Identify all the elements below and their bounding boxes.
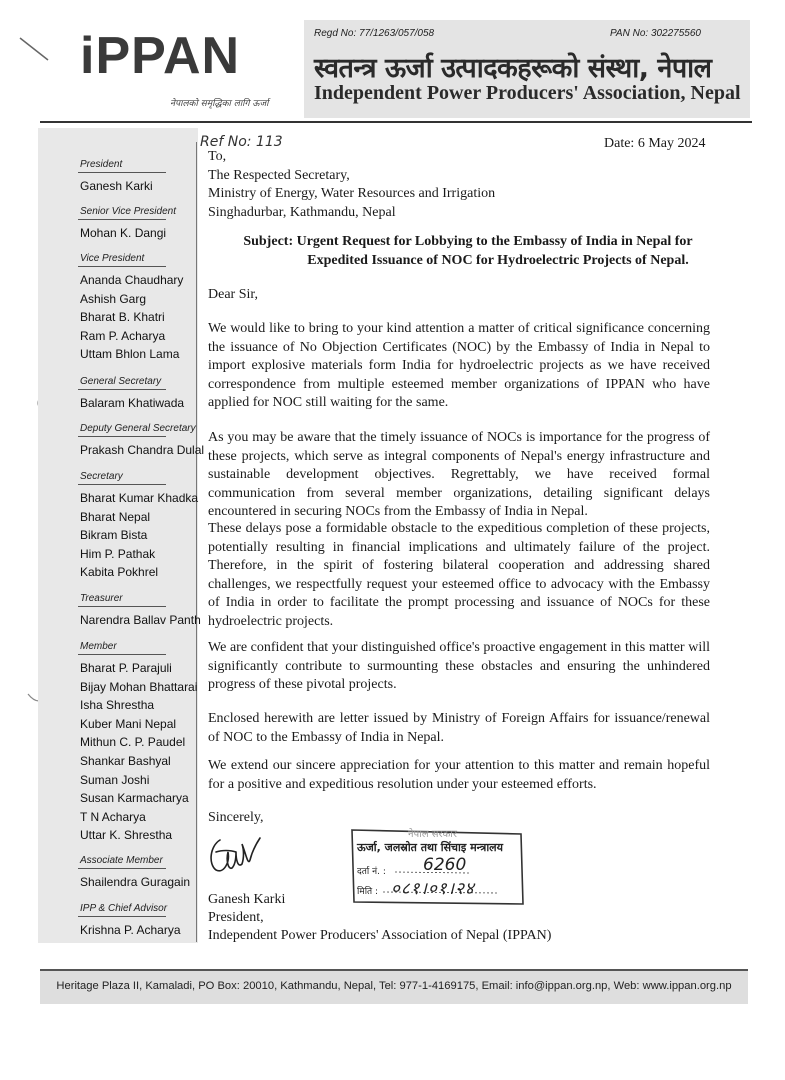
registration-number: Regd No: 77/1263/057/058 — [314, 28, 435, 39]
org-name-english: Independent Power Producers' Association, Nepal — [314, 82, 741, 104]
logo-wordmark: iPPAN — [80, 27, 241, 85]
letter-subject — [208, 233, 728, 270]
sidebar-group-president — [80, 158, 166, 196]
salutation: Dear Sir, — [208, 287, 258, 302]
sidebar-name: Ram P. Acharya — [80, 328, 166, 343]
sidebar-role: Senior Vice President — [80, 206, 176, 217]
body-paragraph: We would like to bring to your kind attention a matter of critical significance concerning the issuance of No Objection Certificates (NOC) by the Embassy of India in Nepal to import explosive materials form India for hydroelectric projects as we have received correspondence from multiple esteemed member organizations of IPPAN who have applied for NOC still waiting for the same. — [208, 321, 710, 410]
stamp-miti-label: मिति : — [357, 887, 379, 897]
handwritten-signature — [206, 830, 276, 878]
sidebar-name: Kuber Mani Nepal — [80, 716, 177, 731]
role-underline — [78, 868, 166, 869]
sidebar-name: Narendra Ballav Panth — [80, 613, 201, 627]
stamp-darta-value: 6260 — [423, 855, 467, 875]
sidebar-name: Bijay Mohan Bhattarai — [80, 679, 198, 694]
body-paragraph: We extend our sincere appreciation for your attention to this matter and remain hopeful for a positive and expeditious resolution under your esteemed efforts. — [208, 758, 710, 792]
stamp-darta-label: दर्ता नं. : — [357, 867, 386, 877]
sidebar-name: Shankar Bashyal — [80, 753, 171, 768]
stamp-title: ऊर्जा, जलस्रोत तथा सिंचाइ मन्त्रालय — [357, 841, 504, 854]
sidebar-name: T N Acharya — [80, 809, 146, 824]
sidebar-name: Isha Shrestha — [80, 698, 155, 713]
role-underline — [78, 916, 166, 917]
sidebar-role: President — [80, 159, 123, 170]
sidebar-group-general-secretary — [80, 375, 184, 413]
sidebar-role: Secretary — [80, 471, 123, 482]
sidebar-role: IPP & Chief Advisor — [80, 903, 168, 914]
signatory-organization: Independent Power Producers' Association of Nepal (IPPAN) — [208, 928, 552, 943]
sidebar-name: Bharat P. Parajuli — [80, 661, 172, 675]
sidebar-role: Member — [80, 641, 117, 652]
sidebar-name: Mithun C. P. Paudel — [80, 735, 186, 750]
address-to: To, — [208, 149, 227, 164]
sidebar-group-treasurer — [80, 592, 201, 630]
sidebar-name: Balaram Khatiwada — [80, 396, 185, 410]
body-paragraph: As you may be aware that the timely issuance of NOCs is importance for the progress of these projects, which serve as integral components of Nepal's energy infrastructure and sustainable development objectives. Regrettably, we have received formal communication from several member organizations, detailing significant delays encountered in securing NOCs from the Embassy of India in Nepal. — [208, 430, 710, 519]
role-underline — [78, 219, 166, 220]
sidebar-name: Kabita Pokhrel — [80, 565, 159, 580]
address-line: Ministry of Energy, Water Resources and Irrigation — [208, 186, 496, 201]
sidebar-name: Ganesh Karki — [80, 179, 153, 193]
sidebar-role: Vice President — [80, 253, 145, 264]
role-underline — [78, 606, 166, 607]
signatory-title: President, — [208, 910, 264, 925]
signatory-name: Ganesh Karki — [208, 892, 286, 907]
handwritten-reference-number: Ref No: 113 — [200, 134, 283, 150]
sidebar-group-vice-president — [80, 252, 183, 364]
sidebar-name: Uttar K. Shrestha — [80, 828, 173, 843]
sidebar-name: Ananda Chaudhary — [80, 273, 184, 287]
sidebar-group-deputy-general-secretary — [80, 422, 204, 460]
sidebar-group-member — [80, 640, 197, 845]
sidebar-name: Bikram Bista — [80, 528, 148, 543]
sidebar-name: Prakash Chandra Dulal — [80, 443, 205, 457]
stamp-miti-value: ०८१।०१।२४ — [391, 879, 475, 899]
sidebar-name: Mohan K. Dangi — [80, 226, 167, 240]
body-paragraph: Enclosed herewith are letter issued by Ministry of Foreign Affairs for issuance/renewal of NOC to the Embassy of India in Nepal. — [208, 711, 710, 745]
role-underline — [78, 266, 166, 267]
sidebar-group-secretary — [80, 470, 198, 582]
role-underline — [78, 389, 166, 390]
sidebar-name: Uttam Bhlon Lama — [80, 347, 180, 362]
sidebar-role: General Secretary — [80, 376, 162, 387]
subject-line: Expedited Issuance of NOC for Hydroelectric Projects of Nepal. — [307, 252, 689, 268]
logo-tagline: नेपालको समृद्धिका लागि ऊर्जा — [170, 99, 269, 109]
footer-divider — [40, 969, 748, 971]
sidebar-role: Associate Member — [80, 855, 163, 866]
header-divider — [40, 121, 752, 123]
sidebar-name: Krishna P. Acharya — [80, 923, 181, 937]
letter-date: Date: 6 May 2024 — [604, 136, 706, 151]
body-paragraph: These delays pose a formidable obstacle to the expeditious completion of these projects, potentially resulting in financial implications and ultimately failure of the project. Therefore, in the spirit of fostering bilateral cooperation and addressing shared challenges, we respectfully request your esteemed office to advocacy with the Embassy of India in order to facilitate the prompt processing and issuance of NOCs for these hydroelectric projects. — [208, 521, 710, 629]
org-name-nepali: स्वतन्त्र ऊर्जा उत्पादकहरूको संस्था, नेपाल — [314, 53, 712, 84]
sidebar-name: Him P. Pathak — [80, 546, 156, 561]
role-underline — [78, 436, 166, 437]
sidebar-name: Bharat B. Khatri — [80, 310, 165, 325]
sidebar-name: Susan Karmacharya — [80, 791, 189, 806]
pan-number: PAN No: 302275560 — [610, 28, 701, 39]
subject-line: Subject: Urgent Request for Lobbying to the Embassy of India in Nepal for — [243, 234, 693, 249]
role-underline — [78, 654, 166, 655]
recipient-address — [208, 148, 495, 222]
sidebar-role: Deputy General Secretary — [80, 423, 196, 434]
role-underline — [78, 172, 166, 173]
sidebar-group-senior-vice-president — [80, 205, 176, 243]
address-line: The Respected Secretary, — [208, 167, 350, 183]
stamp-header: नेपाल सरकार — [408, 829, 457, 840]
sidebar-name: Bharat Nepal — [80, 509, 151, 524]
closing: Sincerely, — [208, 810, 264, 825]
sidebar-group-chief-advisor — [80, 902, 181, 940]
sidebar-name: Shailendra Guragain — [80, 875, 191, 889]
sidebar-name: Bharat Kumar Khadka — [80, 491, 199, 505]
sidebar-name: Ashish Garg — [80, 291, 147, 306]
body-paragraph: We are confident that your distinguished office's proactive engagement in this matter will significantly contribute to surmounting these obstacles and ensuring the unhindered progress of these pivotal projects. — [208, 640, 710, 692]
role-underline — [78, 484, 166, 485]
address-line: Singhadurbar, Kathmandu, Nepal — [208, 204, 396, 220]
footer-contact: Heritage Plaza II, Kamaladi, PO Box: 20010, Kathmandu, Nepal, Tel: 977-1-4169175, Email: info@ippan.org.np, Web: www.ippan.org.np — [56, 980, 732, 992]
sidebar-group-associate-member — [80, 854, 190, 892]
sidebar-role: Treasurer — [80, 593, 123, 604]
sidebar-name: Suman Joshi — [80, 772, 150, 787]
ippan-logo — [80, 24, 280, 114]
scan-mark — [18, 36, 54, 64]
